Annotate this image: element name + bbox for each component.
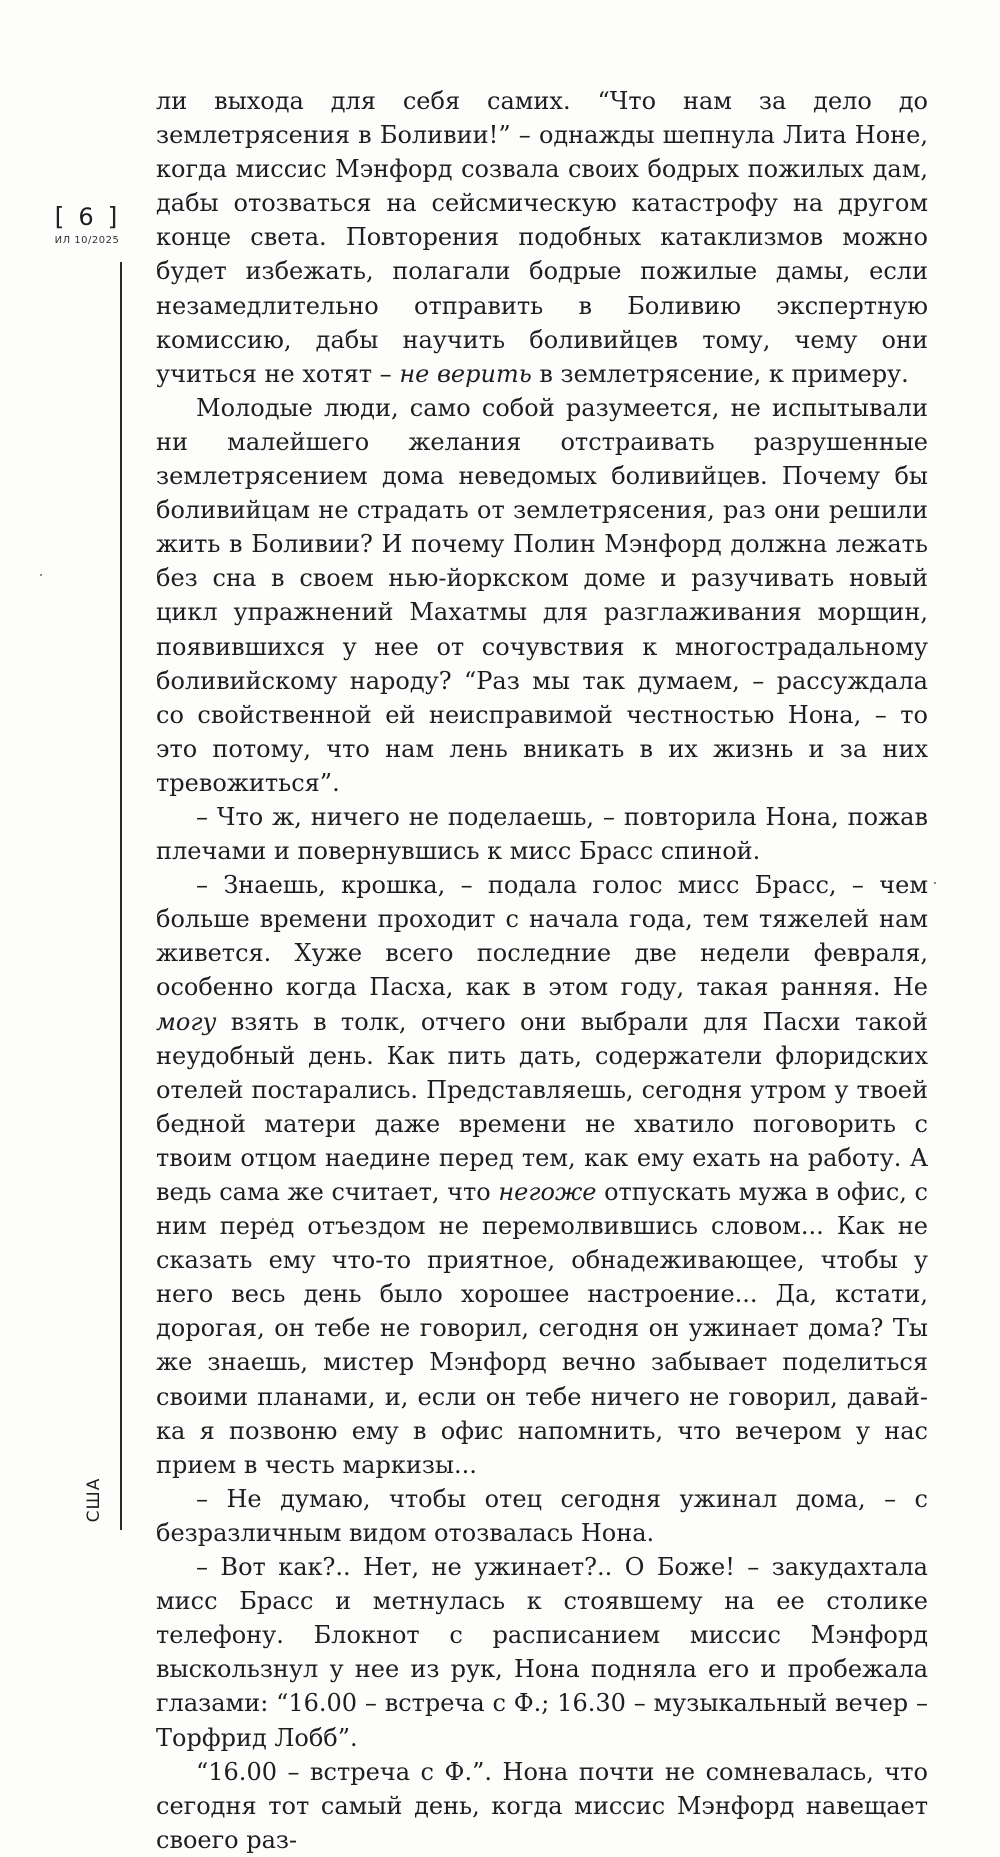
paragraph [156,868,928,1482]
bracket-left: [ [54,202,67,231]
margin-rule [120,262,122,1530]
bracket-right: ] [107,202,120,231]
text-segment: – Вот как?.. Нет, не ужинает?.. О Боже! – закудахтала мисс Брасс и метнулась к стоявшему на ее столике телефону. Блокнот с расписанием миссис Мэнфорд выскользнул у нее из рук, Нона подняла его и пробежала глазами: “16.00 – встреча с Ф.; 16.30 – музыкальный вечер – Торфрид Лобб”. [156,1553,928,1752]
italic-text: не верить [399,359,532,388]
issue-label: ИЛ 10/2025 [54,235,120,246]
text-segment: ли выхода для себя самих. “Что нам за дело до землетрясения в Боливии!” – однажды шепнула Лита Ноне, когда миссис Мэнфорд созвала своих бодрых пожилых дам, дабы отозваться на сейсмическую катастрофу на другом конце света. Повторения подобных катаклизмов можно будет избежать, полагали бодрые пожилые дамы, если незамедлительно отправить в Боливию экспертную комиссию, дабы научить боливийцев тому, чему они учиться не хотят – [156,87,928,388]
paragraph [156,1482,928,1550]
italic-text: могу [156,1007,217,1036]
page-marker [52,202,122,246]
text-segment: – Не думаю, чтобы отец сегодня ужинал дома, – с безразличным видом отозвалась Нона. [156,1484,928,1547]
text-segment: – Что ж, ничего не поделаешь, – повторила Нона, пожав плечами и повернувшись к мисс Брасс спиной. [156,802,928,866]
paragraph [156,1550,928,1755]
section-label: США [84,1477,104,1523]
paragraph [156,800,928,868]
paragraph [156,84,928,391]
body-text [156,84,928,1857]
page-number-value: 6 [78,202,96,231]
text-segment: Молодые люди, само собой разумеется, не испытывали ни малейшего желания отстраивать разрушенные землетрясением дома неведомых боливийцев. Почему бы боливийцам не страдать от землетрясения, раз они решили жить в Боливии? И почему Полин Мэнфорд должна лежать без сна в своем нью-йоркском доме и разучивать новый цикл упражнений Махатмы для разглаживания морщин, появившихся у нее от сочувствия к многострадальному боливийскому народу? “Раз мы так думаем, – рассуждала со свойственной ей неисправимой честностью Нона, – то это потому, что нам лень вникать в их жизнь и за них тревожиться”. [156,393,928,797]
page-number [52,202,122,231]
italic-text: негоже [498,1178,597,1206]
text-segment: отпускать мужа в офис, с ним перед отъездом не перемолвившись словом... Как не сказать ему что-то приятное, обнадеживающее, чтобы у него весь день было хорошее настроение... Да, кстати, дорогая, он тебе не говорил, сегодня он ужинает дома? Ты же знаешь, мистер Мэнфорд вечно забывает поделиться своими планами, и, если он тебе ничего не говорил, давай-ка я позвоню ему в офис напомнить, что вечером у нас прием в честь маркизы... [156,1178,928,1479]
text-segment: в землетрясение, к примеру. [531,359,909,388]
text-segment: “16.00 – встреча с Ф.”. Нона почти не сомневалась, что сегодня тот самый день, когда миссис Мэнфорд навещает своего раз- [156,1757,928,1854]
paragraph [156,1755,928,1857]
speck [934,882,936,884]
text-segment: взять в толк, отчего они выбрали для Пасхи такой неудобный день. Как пить дать, содержатели флоридских отелей постарались. Представляешь, сегодня утром у твоей бедной матери даже времени не хватило поговорить с твоим отцом наедине перед тем, как ему ехать на работу. А ведь сама же считает, что [156,1007,928,1206]
speck [40,574,42,576]
paragraph [156,391,928,800]
text-segment: – Знаешь, крошка, – подала голос мисс Брасс, – чем больше времени проходит с начала года, тем тяжелей нам живется. Хуже всего последние две недели февраля, особенно когда Пасха, как в этом году, такая ранняя. Не [156,871,928,1002]
